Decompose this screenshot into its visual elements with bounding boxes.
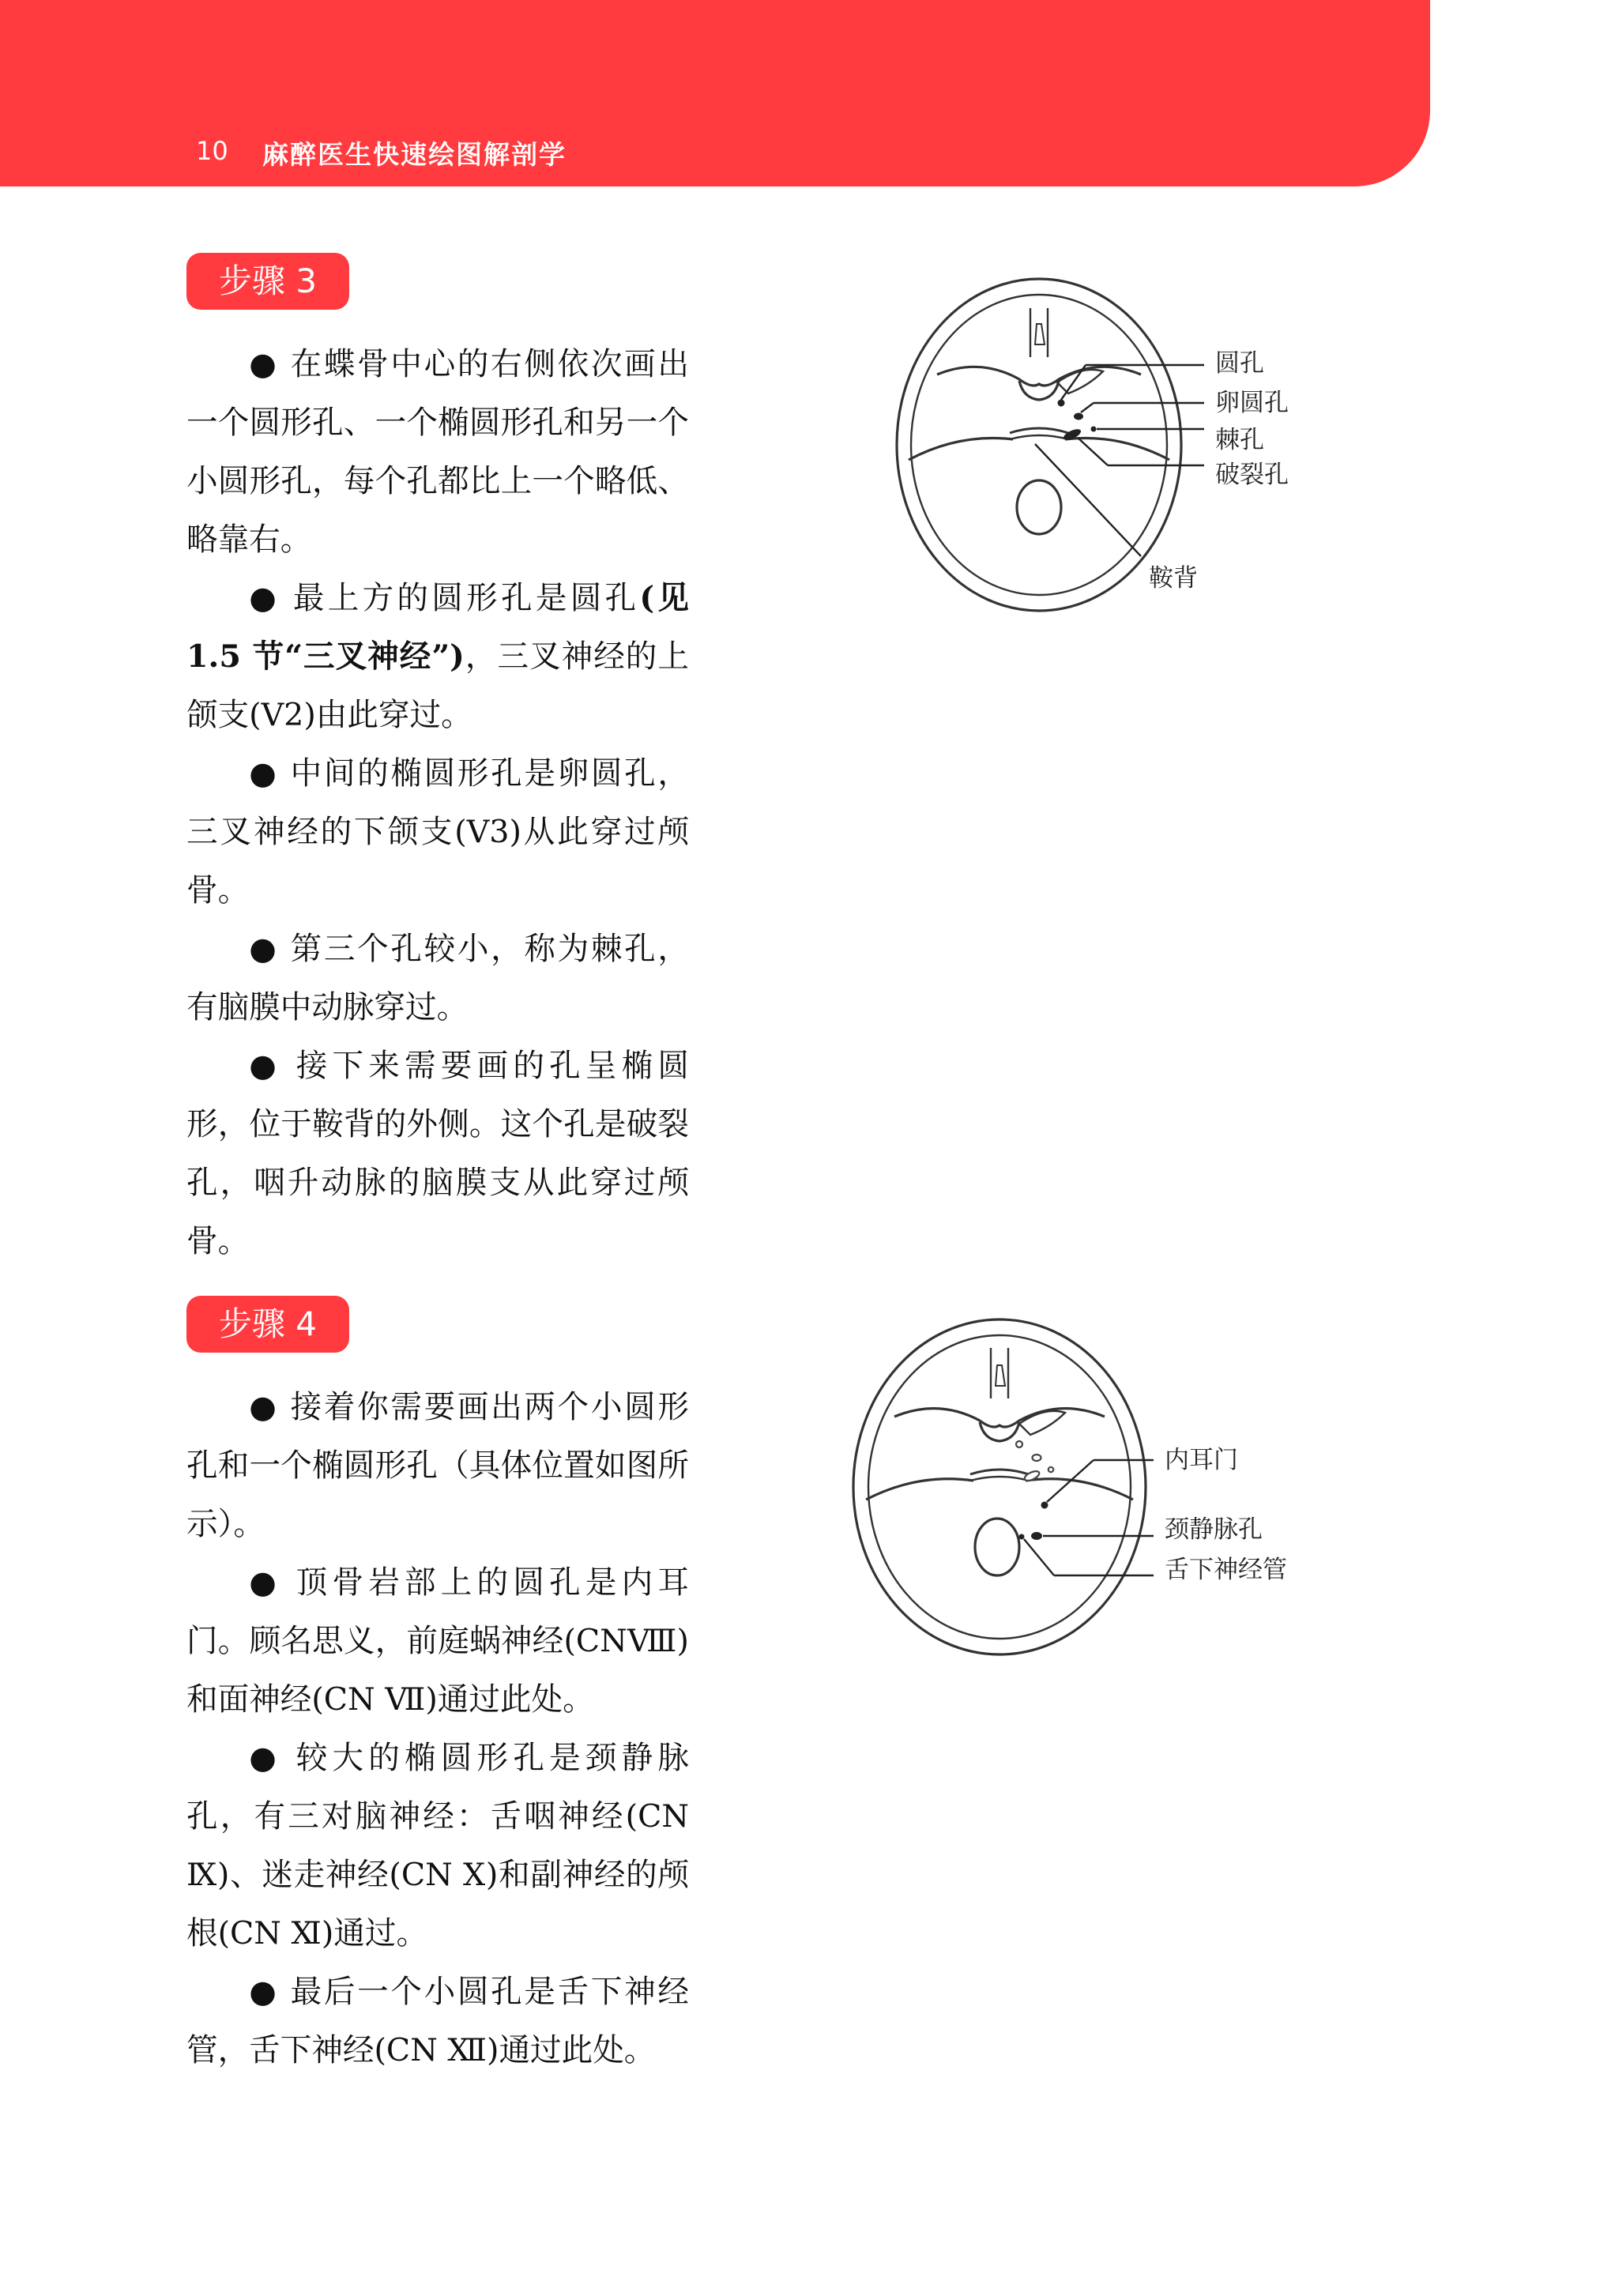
book-title: 麻醉医生快速绘图解剖学	[262, 139, 567, 170]
step-4-paragraph-4: ● 最后一个小圆孔是舌下神经管，舌下神经(CN Ⅻ)通过此处。	[186, 1974, 689, 2068]
hypoglossal-canal-dot	[1019, 1534, 1025, 1540]
jugular-foramen-dot	[1031, 1532, 1042, 1540]
leader-line	[1047, 1460, 1094, 1502]
step3-foramen-outline	[1016, 1441, 1022, 1447]
step-3-paragraph-1: ● 在蝶骨中心的右侧依次画出一个圆形孔、一个椭圆形孔和另一个小圆形孔，每个孔都比上一个略低、略靠右。	[186, 346, 689, 558]
skull-outline	[897, 279, 1181, 611]
leader-line	[1024, 1539, 1054, 1575]
dorsum-sellae-inner	[1010, 435, 1068, 439]
step-3-paragraph-2	[186, 569, 689, 744]
step-4-paragraph-3: ● 较大的椭圆形孔是颈静脉孔，有三对脑神经：舌咽神经(CN Ⅸ)、迷走神经(CN Ⅹ)和副神经的颅根(CN Ⅺ)通过。	[186, 1740, 689, 1952]
lesser-wing-ridge	[937, 367, 1141, 386]
crista-galli	[991, 1348, 1008, 1398]
label-foramen-rotundum: 圆孔	[1215, 349, 1264, 378]
lesser-wing-ridge	[894, 1409, 1105, 1427]
step-4-paragraph-2: ● 顶骨岩部上的圆孔是内耳门。顾名思义，前庭蜗神经(CNⅧ)和面神经(CN Ⅶ)通过此处。	[186, 1564, 689, 1718]
step3-foramen-outline	[1033, 1455, 1041, 1461]
superior-orbital-fissure	[1019, 1411, 1065, 1435]
step-4-badge: 步骤 4	[186, 1296, 349, 1353]
step-3-paragraph-4: ● 第三个孔较小，称为棘孔，有脑膜中动脉穿过。	[186, 931, 689, 1026]
step-3-paragraph-3: ● 中间的椭圆形孔是卵圆孔，三叉神经的下颌支(V3)从此穿过颅骨。	[186, 755, 689, 909]
step3-foramen-outline	[1048, 1467, 1053, 1472]
crista-galli	[1030, 308, 1048, 357]
foramen-spinosum-dot	[1091, 427, 1097, 432]
step-3-badge: 步骤 3	[186, 253, 349, 310]
step-4-text	[186, 1378, 689, 2080]
petrous-ridge-left	[909, 438, 1013, 460]
leader-line	[1081, 403, 1094, 412]
step-3-paragraph-2-suffix: ，三叉神经的上颌支(V2)由此穿过。	[186, 638, 689, 733]
foramen-ovale-dot	[1074, 413, 1083, 420]
foramen-magnum	[975, 1519, 1019, 1575]
label-dorsum-sellae: 鞍背	[1149, 564, 1198, 593]
cross-reference: (见 1.5 节“三叉神经”)	[186, 580, 689, 675]
page-header	[0, 0, 1430, 186]
leader-line	[1078, 438, 1108, 465]
label-jugular-foramen: 颈静脉孔	[1165, 1515, 1263, 1544]
step-4-paragraph-1: ● 接着你需要画出两个小圆形孔和一个椭圆形孔（具体位置如图所示）。	[186, 1389, 689, 1542]
crista-mark	[996, 1365, 1005, 1386]
crista-mark	[1035, 324, 1045, 344]
skull-base-figure-step-4	[845, 1308, 1327, 1675]
dorsum-sellae	[970, 1470, 1029, 1474]
skull-base-figure-step-3	[885, 269, 1327, 624]
step-3-text	[186, 335, 689, 1270]
foramen-rotundum-dot	[1058, 400, 1065, 407]
skull-base-drawing-step-4	[845, 1308, 1327, 1675]
label-internal-acoustic-meatus: 内耳门	[1165, 1446, 1238, 1474]
label-hypoglossal-canal: 舌下神经管	[1165, 1556, 1287, 1584]
leader-line	[1061, 365, 1086, 400]
internal-acoustic-meatus-dot	[1041, 1502, 1048, 1509]
label-foramen-lacerum: 破裂孔	[1215, 461, 1289, 489]
leader-line	[1035, 444, 1141, 556]
page-number: 10	[196, 136, 228, 166]
dorsum-sellae-inner	[970, 1477, 1029, 1481]
label-foramen-spinosum: 棘孔	[1215, 426, 1264, 454]
petrous-ridge-right	[1026, 1479, 1133, 1500]
dorsum-sellae	[1010, 428, 1068, 433]
label-foramen-ovale: 卵圆孔	[1215, 389, 1289, 417]
skull-inner-outline	[868, 1335, 1131, 1639]
step-3-paragraph-2-prefix: ● 最上方的圆形孔是圆孔	[249, 580, 640, 616]
skull-base-drawing-step-3	[885, 269, 1327, 624]
step-3-paragraph-5: ● 接下来需要画的孔呈椭圆形，位于鞍背的外侧。这个孔是破裂孔，咽升动脉的脑膜支从此穿过颅骨。	[186, 1048, 689, 1259]
petrous-ridge-left	[866, 1479, 973, 1500]
foramen-magnum	[1017, 480, 1061, 534]
